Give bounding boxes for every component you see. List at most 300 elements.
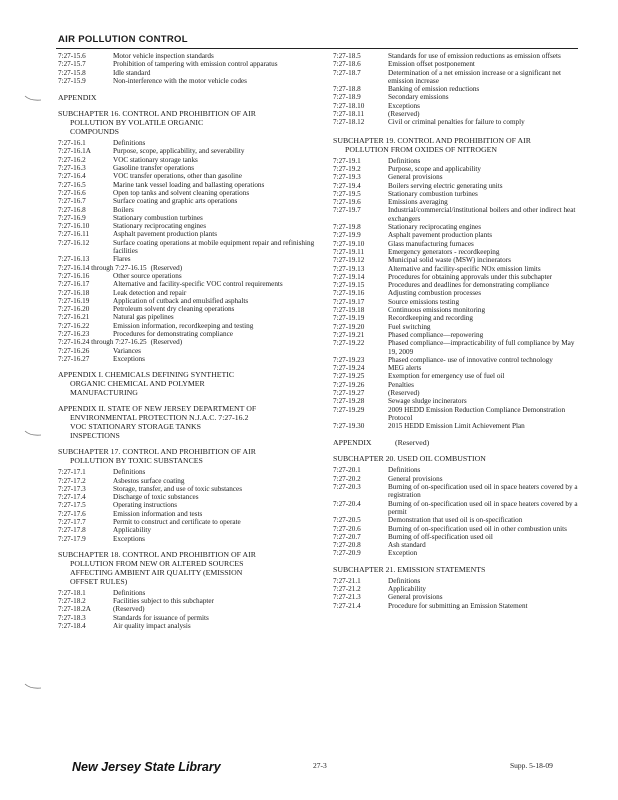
section-title: Industrial/commercial/institutional boilers and other indirect heat exchangers	[388, 206, 576, 223]
entry-list	[333, 466, 583, 557]
toc-entry	[333, 118, 583, 126]
section-number: 7:27-15.8	[58, 68, 86, 77]
section-title: 2009 HEDD Emission Reduction Compliance Demonstration Protocol	[388, 405, 566, 422]
section-number: 7:27-20.1	[333, 466, 361, 475]
section-number: 7:27-19.25	[333, 372, 365, 381]
section-number: 7:27-18.6	[333, 60, 361, 69]
section-number: 7:27-18.8	[333, 85, 361, 94]
toc-entry	[58, 181, 316, 189]
toc-entry	[333, 593, 583, 601]
toc-entry	[58, 468, 316, 476]
toc-entry	[58, 305, 316, 313]
toc-entry	[333, 525, 583, 533]
appendix-reserved-value: (Reserved)	[395, 438, 430, 448]
subchapter-20-heading	[333, 454, 583, 463]
toc-entry	[333, 157, 583, 165]
section-title: Facilities subject to this subchapter	[113, 597, 215, 606]
toc-entry	[333, 533, 583, 541]
section-number: 7:27-19.9	[333, 231, 361, 240]
section-number: 7:27-19.8	[333, 223, 361, 232]
toc-entry	[333, 85, 583, 93]
section-number: 7:27-20.3	[333, 483, 361, 492]
section-number: 7:27-19.5	[333, 189, 361, 198]
section-number: 7:27-19.27	[333, 388, 365, 397]
section-number: 7:27-16.7	[58, 197, 86, 206]
library-stamp: New Jersey State Library	[72, 760, 221, 774]
section-title: Marine tank vessel loading and ballasting operations	[113, 180, 265, 189]
toc-entry	[58, 189, 316, 197]
section-number: 7:27-17.3	[58, 484, 86, 493]
toc-entry	[58, 526, 316, 534]
section-number: 7:27-16.9	[58, 213, 86, 222]
toc-entry	[333, 198, 583, 206]
section-title: Burning of on-specification used oil in other combustion units	[388, 524, 567, 533]
toc-entry	[333, 110, 583, 118]
section-title: Emission information, recordkeeping and testing	[113, 321, 254, 330]
heading-line: APPENDIX I. CHEMICALS DEFINING SYNTHETIC	[58, 370, 235, 380]
section-title: Phased compliance—repowering	[388, 330, 484, 339]
section-number: 7:27-17.1	[58, 468, 86, 477]
section-number: 7:27-19.26	[333, 380, 365, 389]
section-title: Prohibition of tampering with emission control apparatus	[113, 60, 278, 69]
section-number: 7:27-19.23	[333, 355, 365, 364]
toc-entry	[333, 60, 583, 68]
toc-entry	[58, 289, 316, 297]
toc-entry	[58, 535, 316, 543]
heading-line: SUBCHAPTER 19. CONTROL AND PROHIBITION OF AIR	[333, 135, 531, 145]
section-number: 7:27-19.2	[333, 164, 361, 173]
section-title: Emergency generators - recordkeeping	[388, 247, 500, 256]
section-title: Variances	[113, 346, 141, 355]
section-number: 7:27-21.1	[333, 576, 361, 585]
toc-entry	[58, 347, 316, 355]
page-number: 27-3	[313, 761, 327, 770]
entry-list	[58, 589, 316, 630]
heading-line: POLLUTION FROM OXIDES OF NITROGEN	[345, 144, 498, 154]
section-title: (Reserved)	[150, 263, 183, 272]
section-title: Procedures and deadlines for demonstrating compliance	[388, 281, 550, 290]
entry-list	[333, 157, 583, 431]
section-number: 7:27-19.20	[333, 322, 365, 331]
section-number: 7:27-19.10	[333, 239, 365, 248]
heading-line: POLLUTION FROM NEW OR ALTERED SOURCES	[70, 558, 244, 568]
section-title: Standards for issuance of permits	[113, 613, 209, 622]
section-title: Petroleum solvent dry cleaning operations	[113, 305, 235, 314]
toc-entry	[333, 206, 583, 223]
section-number: 7:27-18.2	[58, 597, 86, 606]
section-number: 7:27-20.5	[333, 516, 361, 525]
section-title: Non-interference with the motor vehicle codes	[113, 76, 247, 85]
toc-entry	[333, 389, 583, 397]
section-title: Continuous emissions monitoring	[388, 306, 486, 315]
section-title: (Reserved)	[113, 605, 145, 614]
section-number: 7:27-20.6	[333, 524, 361, 533]
toc-entry	[333, 93, 583, 101]
section-number: 7:27-20.7	[333, 532, 361, 541]
section-title: Definitions	[388, 576, 421, 585]
section-number: 7:27-19.3	[333, 173, 361, 182]
toc-entry	[58, 69, 316, 77]
toc-entry	[333, 331, 583, 339]
section-number: 7:27-19.24	[333, 364, 365, 373]
margin-mark	[24, 683, 42, 691]
page-header-title: AIR POLLUTION CONTROL	[58, 34, 188, 45]
toc-entry	[333, 372, 583, 380]
section-title: Definitions	[113, 468, 146, 477]
margin-mark	[24, 95, 42, 103]
section-title: Asphalt pavement production plants	[388, 231, 492, 240]
toc-entry	[58, 230, 316, 238]
toc-entry	[58, 272, 316, 280]
section-number: 7:27-19.15	[333, 281, 365, 290]
section-title: Standards for use of emission reductions as emission offsets	[388, 52, 561, 60]
section-number: 7:27-16.1A	[58, 147, 91, 156]
section-title: Operating instructions	[113, 501, 178, 510]
section-number: 7:27-15.7	[58, 60, 86, 69]
toc-entry	[333, 102, 583, 110]
toc-entry	[333, 549, 583, 557]
section-title: Air quality impact analysis	[113, 622, 191, 631]
section-number: 7:27-16.18	[58, 288, 90, 297]
heading-line: SUBCHAPTER 17. CONTROL AND PROHIBITION OF AIR	[58, 447, 256, 457]
section-number: 7:27-16.27	[58, 354, 90, 363]
section-title: Asphalt pavement production plants	[113, 230, 217, 239]
section-title: VOC transfer operations, other than gasoline	[113, 172, 242, 181]
appendix-2-heading	[58, 404, 316, 440]
section-title: Adjusting combustion processes	[388, 289, 482, 298]
heading-line: SUBCHAPTER 18. CONTROL AND PROHIBITION OF AIR	[58, 549, 256, 559]
section-title: Civil or criminal penalties for failure to comply	[388, 118, 525, 127]
heading-line: POLLUTION BY VOLATILE ORGANIC	[70, 118, 204, 128]
subchapter-21-heading	[333, 565, 583, 574]
toc-entry	[58, 485, 316, 493]
toc-entry	[58, 501, 316, 509]
section-title: Leak detection and repair	[113, 288, 187, 297]
section-title: Municipal solid waste (MSW) incinerators	[388, 256, 511, 265]
section-number: 7:27-16.8	[58, 205, 86, 214]
subchapter-18-heading	[58, 550, 316, 586]
toc-entry	[58, 156, 316, 164]
section-title: Purpose, scope and applicability	[388, 164, 482, 173]
section-number: 7:27-16.17	[58, 280, 90, 289]
toc-entry	[58, 622, 316, 630]
heading-line: SUBCHAPTER 16. CONTROL AND PROHIBITION OF AIR	[58, 109, 256, 119]
heading-line: POLLUTION BY TOXIC SUBSTANCES	[70, 456, 203, 466]
section-number: 7:27-18.3	[58, 613, 86, 622]
section-number: 7:27-19.6	[333, 198, 361, 207]
section-title: Phased compliance- use of innovative control technology	[388, 355, 553, 364]
toc-entry	[333, 52, 583, 60]
section-number: 7:27-18.2A	[58, 605, 91, 614]
section-number: 7:27-18.7	[333, 68, 361, 77]
toc-entry	[333, 289, 583, 297]
toc-entry	[333, 314, 583, 322]
appendix-1-heading	[58, 370, 316, 397]
toc-entry	[58, 264, 316, 272]
section-title: Stationary combustion turbines	[388, 189, 478, 198]
section-number: 7:27-16.12	[58, 238, 90, 247]
heading-line: MANUFACTURING	[70, 388, 138, 398]
toc-entry	[58, 518, 316, 526]
toc-entry	[333, 500, 583, 517]
section-title: Exceptions	[113, 354, 145, 363]
section-title: Fuel switching	[388, 322, 431, 331]
toc-entry	[58, 605, 316, 613]
section-number: 7:27-19.11	[333, 247, 365, 256]
section-title: Emission offset postponement	[388, 60, 475, 69]
section-title: Definitions	[388, 156, 421, 165]
section-title: Procedures for obtaining approvals under this subchapter	[388, 272, 553, 281]
section-title: Surface coating and graphic arts operations	[113, 197, 238, 206]
section-title: Motor vehicle inspection standards	[113, 52, 214, 60]
section-title: Boilers serving electric generating units	[388, 181, 503, 190]
section-number: 7:27-19.17	[333, 297, 365, 306]
toc-entry	[333, 173, 583, 181]
toc-entry	[333, 585, 583, 593]
section-title: Stationary reciprocating engines	[113, 222, 207, 231]
section-number: 7:27-16.2	[58, 155, 86, 164]
section-title: Demonstration that used oil is on-specification	[388, 516, 523, 525]
section-number: 7:27-18.11	[333, 110, 365, 119]
subchapter-17-heading	[58, 447, 316, 465]
toc-entry	[58, 510, 316, 518]
toc-entry	[58, 597, 316, 605]
section-number: 7:27-21.4	[333, 601, 361, 610]
section-title: Ash standard	[388, 541, 426, 550]
toc-entry	[58, 214, 316, 222]
right-column	[333, 52, 583, 610]
appendix-reserved-label: APPENDIX	[333, 438, 372, 448]
section-number: 7:27-19.7	[333, 206, 361, 215]
section-title: Procedure for submitting an Emission Statement	[388, 601, 528, 610]
section-title: Alternative and facility-specific NOx emission limits	[388, 264, 541, 273]
section-title: Storage, transfer, and use of toxic substances	[113, 484, 243, 493]
toc-entry	[58, 139, 316, 147]
entry-list	[333, 52, 583, 127]
section-title: Stationary combustion turbines	[113, 213, 203, 222]
section-title: General provisions	[388, 173, 443, 182]
section-number: 7:27-19.30	[333, 422, 365, 431]
toc-entry	[333, 190, 583, 198]
toc-entry	[333, 231, 583, 239]
subchapter-19-heading	[333, 136, 583, 154]
toc-entry	[58, 477, 316, 485]
section-number: 7:27-19.13	[333, 264, 365, 273]
toc-entry	[58, 330, 316, 338]
section-title: Applicability	[113, 526, 151, 535]
section-title: Purpose, scope, applicability, and severability	[113, 147, 245, 156]
section-number: 7:27-17.5	[58, 501, 86, 510]
section-title: (Reserved)	[388, 110, 420, 119]
toc-entry	[58, 322, 316, 330]
section-number: 7:27-16.23	[58, 330, 90, 339]
supplement-date: Supp. 5-18-09	[510, 761, 553, 770]
toc-entry	[333, 273, 583, 281]
section-number: 7:27-16.19	[58, 296, 90, 305]
section-number: 7:27-20.9	[333, 549, 361, 558]
section-number: 7:27-15.6	[58, 52, 86, 60]
section-number: 7:27-16.4	[58, 172, 86, 181]
section-title: Other source operations	[113, 271, 182, 280]
section-number: 7:27-15.9	[58, 76, 86, 85]
section-number: 7:27-17.6	[58, 509, 86, 518]
toc-entry	[58, 197, 316, 205]
toc-entry	[333, 298, 583, 306]
section-title: Definitions	[388, 466, 421, 475]
heading-line: SUBCHAPTER 21. EMISSION STATEMENTS	[333, 564, 486, 574]
toc-entry	[58, 614, 316, 622]
toc-entry	[333, 422, 583, 430]
section-number: 7:27-19.18	[333, 306, 365, 315]
toc-entry	[333, 240, 583, 248]
section-title: Emission information and tests	[113, 509, 203, 518]
toc-entry	[58, 172, 316, 180]
section-title: VOC stationary storage tanks	[113, 155, 198, 164]
section-number: 7:27-21.3	[333, 593, 361, 602]
toc-entry	[58, 355, 316, 363]
toc-entry	[333, 281, 583, 289]
toc-entry	[333, 466, 583, 474]
heading-line: INSPECTIONS	[70, 431, 120, 441]
section-title: MEG alerts	[388, 364, 422, 373]
toc-entry	[333, 516, 583, 524]
section-number: 7:27-16.21	[58, 313, 90, 322]
section-title: Exception	[388, 549, 418, 558]
toc-entry	[58, 164, 316, 172]
section-title: (Reserved)	[150, 338, 183, 347]
section-title: Recordkeeping and recording	[388, 314, 474, 323]
toc-entry	[333, 541, 583, 549]
section-title: Open top tanks and solvent cleaning operations	[113, 188, 250, 197]
heading-line: ENVIRONMENTAL PROTECTION N.J.A.C. 7:27-16.2	[70, 413, 249, 423]
heading-line: VOC STATIONARY STORAGE TANKS	[70, 422, 201, 432]
section-number: 7:27-18.1	[58, 588, 86, 597]
section-number: 7:27-17.7	[58, 517, 86, 526]
section-title: Alternative and facility-specific VOC control requirements	[113, 280, 283, 289]
section-title: Definitions	[113, 139, 146, 148]
left-column	[58, 52, 316, 630]
entry-list	[58, 52, 316, 85]
heading-line: APPENDIX II. STATE OF NEW JERSEY DEPARTMENT OF	[58, 404, 257, 414]
section-title: Natural gas pipelines	[113, 313, 174, 322]
section-title: Boilers	[113, 205, 134, 214]
section-number: 7:27-19.19	[333, 314, 365, 323]
section-title: Gasoline transfer operations	[113, 164, 195, 173]
section-number: 7:27-19.16	[333, 289, 365, 298]
section-title: Procedures for demonstrating compliance	[113, 330, 233, 339]
section-number: 7:27-16.10	[58, 222, 90, 231]
toc-entry	[58, 493, 316, 501]
section-number: 7:27-18.5	[333, 52, 361, 60]
section-title: General provisions	[388, 593, 443, 602]
section-title: Burning of off-specification used oil	[388, 532, 493, 541]
toc-entry	[333, 381, 583, 389]
section-number: 7:27-18.9	[333, 93, 361, 102]
heading-line: COMPOUNDS	[70, 127, 119, 137]
section-number: 7:27-18.10	[333, 101, 365, 110]
section-number: 7:27-16.20	[58, 305, 90, 314]
section-number: 7:27-20.4	[333, 499, 361, 508]
section-title: Exceptions	[388, 101, 420, 110]
toc-entry	[58, 206, 316, 214]
toc-entry	[58, 77, 316, 85]
toc-entry	[333, 339, 583, 356]
section-number: 7:27-19.4	[333, 181, 361, 190]
section-title: Phased compliance—impracticability of full compliance by May 19, 2009	[388, 339, 575, 356]
heading-line: OFFSET RULES)	[70, 576, 128, 586]
section-number: 7:27-16.14 through 7:27-16.15	[58, 263, 147, 272]
section-title: Permit to construct and certificate to operate	[113, 517, 241, 526]
heading-line: SUBCHAPTER 20. USED OIL COMBUSTION	[333, 454, 486, 464]
section-number: 7:27-16.5	[58, 180, 86, 189]
header-rule	[56, 48, 578, 49]
section-title: Penalties	[388, 380, 414, 389]
section-title: (Reserved)	[388, 388, 420, 397]
toc-entry	[333, 406, 583, 423]
toc-entry	[58, 239, 316, 256]
section-title: Determination of a net emission increase or a significant net emission increase	[388, 68, 562, 85]
section-title: General provisions	[388, 474, 443, 483]
toc-entry	[58, 147, 316, 155]
section-title: Discharge of toxic substances	[113, 493, 199, 502]
section-number: 7:27-16.11	[58, 230, 90, 239]
appendix-reserved	[333, 438, 583, 447]
toc-entry	[333, 306, 583, 314]
toc-entry	[333, 577, 583, 585]
section-number: 7:27-17.2	[58, 476, 86, 485]
section-title: Exemption for emergency use of fuel oil	[388, 372, 505, 381]
section-title: Exceptions	[113, 534, 145, 543]
section-title: Emissions averaging	[388, 198, 448, 207]
section-title: Definitions	[113, 588, 146, 597]
toc-entry	[333, 165, 583, 173]
section-title: Idle standard	[113, 68, 151, 77]
section-number: 7:27-16.22	[58, 321, 90, 330]
section-title: Secondary emissions	[388, 93, 449, 102]
section-number: 7:27-16.13	[58, 255, 90, 264]
section-number: 7:27-20.8	[333, 541, 361, 550]
section-title: 2015 HEDD Emission Limit Achievement Plan	[388, 422, 525, 431]
section-number: 7:27-16.6	[58, 188, 86, 197]
section-number: 7:27-17.4	[58, 493, 86, 502]
section-number: 7:27-16.3	[58, 164, 86, 173]
toc-entry	[333, 356, 583, 364]
toc-entry	[333, 69, 583, 86]
section-number: 7:27-20.2	[333, 474, 361, 483]
section-number: 7:27-19.29	[333, 405, 365, 414]
toc-entry	[58, 280, 316, 288]
toc-entry	[58, 313, 316, 321]
section-number: 7:27-16.1	[58, 139, 86, 148]
section-number: 7:27-19.1	[333, 156, 361, 165]
section-title: Burning of on-specification used oil in space heaters covered by a registration	[388, 483, 578, 500]
toc-entry	[333, 265, 583, 273]
section-number: 7:27-19.21	[333, 330, 365, 339]
heading-line: ORGANIC CHEMICAL AND POLYMER	[70, 379, 205, 389]
heading-line: AFFECTING AMBIENT AIR QUALITY (EMISSION	[70, 567, 243, 577]
section-number: 7:27-18.12	[333, 118, 365, 127]
toc-entry	[333, 248, 583, 256]
section-number: 7:27-16.24 through 7:27-16.25	[58, 338, 147, 347]
section-title: Surface coating operations at mobile equipment repair and refinishing facilities	[113, 238, 315, 256]
toc-entry	[58, 60, 316, 68]
toc-entry	[333, 182, 583, 190]
toc-entry	[58, 589, 316, 597]
toc-entry	[333, 475, 583, 483]
section-number: 7:27-19.22	[333, 339, 365, 348]
section-title: Sewage sludge incinerators	[388, 397, 467, 406]
section-title: Applicability	[388, 585, 426, 594]
